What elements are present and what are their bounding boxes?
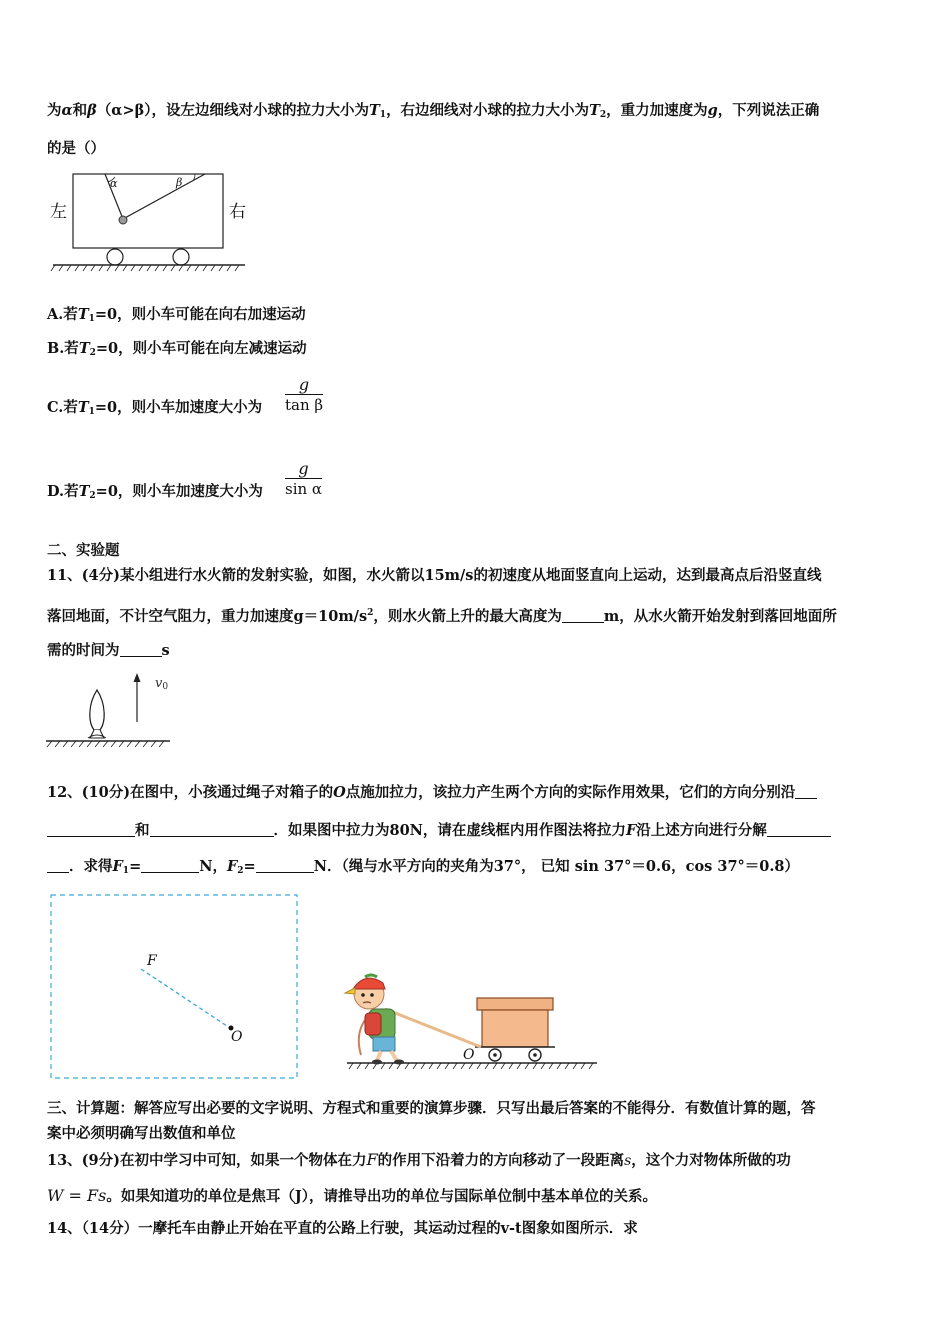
q11-fig-v0-label: $v_0$ (155, 676, 169, 692)
q12-dashed-drawing-box (50, 894, 300, 1080)
q14-line1: 14、（14分）一摩托车由静止开始在平直的公路上行驶，其运动过程的v-t图象如图所示．求 (47, 1220, 638, 1237)
q10-option-c-fraction: $\frac{g}{\text{tan β}}$ (285, 375, 324, 414)
q10-fig-beta: β (176, 176, 183, 189)
q10-fig-alpha: α (110, 177, 118, 190)
q12-line1: 12、(10分)在图中，小孩通过绳子对箱子的O点施加拉力，该拉力产生两个方向的实际作用效果，它们的方向分别沿 (47, 783, 817, 803)
q12-box-O-label: O (231, 1029, 243, 1045)
q10-fig-left-label: 左 (50, 202, 67, 222)
q12-box-F-label: F (147, 953, 157, 969)
section-2-title: 二、实验题 (47, 542, 120, 559)
q11-line1: 11、(4分)某小组进行水火箭的发射实验，如图，水火箭以15m/s的初速度从地面竖直向上运动，达到最高点后沿竖直线 (47, 567, 822, 584)
q10-option-d: D.若$T_2=0$，则小车加速度大小为 (47, 483, 263, 501)
q13-line2: W = Fs。如果知道功的单位是焦耳（J），请推导出功的单位与国际单位制中基本单位的关系。 (47, 1186, 657, 1205)
q10-cart-figure (45, 168, 255, 278)
section-3-line2: 案中必须明确写出数值和单位 (47, 1125, 236, 1142)
q10-option-d-fraction: $\frac{g}{\text{sin α}}$ (285, 459, 323, 498)
section-3-line1: 三、计算题：解答应写出必要的文字说明、方程式和重要的演算步骤．只写出最后答案的不能得分．有数值计算的题，答 (47, 1100, 816, 1117)
q10-option-b: B.若$T_2=0$，则小车可能在向左减速运动 (47, 340, 307, 358)
q13-line1: 13、(9分)在初中学习中可知，如果一个物体在力F的作用下沿着力的方向移动了一段距离s，这个力对物体所做的功 (47, 1150, 791, 1169)
q10-option-a: A.若$T_1=0$，则小车可能在向右加速运动 (47, 306, 306, 324)
q10-option-c: C.若$T_1=0$，则小车加速度大小为 (47, 399, 263, 417)
q11-line2: 落回地面，不计空气阻力，重力加速度$g=10m/s^2$，则水火箭上升的最大高度为 m，从水火箭开始发射到落回地面所 (47, 608, 837, 625)
q12-picture-O-label: O (463, 1047, 475, 1063)
q12-line2: 和 ．如果图中拉力为80N，请在虚线框内用作图法将拉力F沿上述方向进行分解 (47, 821, 831, 841)
q11-line3: 需的时间为 s (47, 642, 170, 659)
q10-line2: 的是（） (47, 140, 105, 157)
q10-line1: 为α和β（α>β），设左边细线对小球的拉力大小为$T_1$，右边细线对小球的拉力大小为$T_2$，重力加速度为g，下列说法正确 (47, 102, 820, 120)
q12-line3: ．求得$F_1= N$，$F_2= N$．（绳与水平方向的夹角为37°， 已知 sin 37°＝0.6，cos 37°＝0.8） (47, 857, 799, 881)
q10-fig-right-label: 右 (229, 202, 246, 222)
